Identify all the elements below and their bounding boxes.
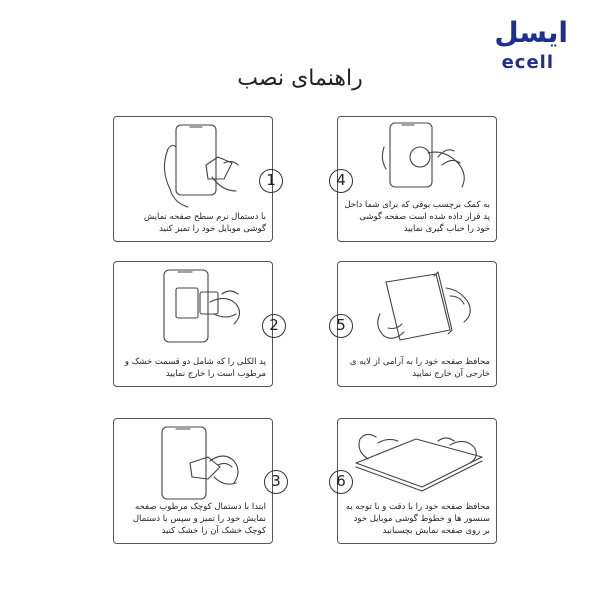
step-card-4 bbox=[337, 116, 497, 242]
step-card-6 bbox=[337, 418, 497, 544]
brand-name-en: ecell bbox=[501, 52, 554, 73]
step-3-text: ابتدا با دستمال کوچک مرطوب صفحه نمایش خود را تمیز و سپس با دستمال کوچک خشک آن را خشک کنید bbox=[132, 502, 266, 536]
step-1-text: با دستمال نرم سطح صفحه نمایش گوشی موبایل خود را تمیز کنید bbox=[143, 212, 266, 234]
step-number-1: 1 bbox=[259, 169, 283, 193]
step-card-5 bbox=[337, 261, 497, 387]
step-number-2: 2 bbox=[262, 314, 286, 338]
step-number-5: 5 bbox=[329, 314, 353, 338]
brand-name-fa: ایسل bbox=[494, 16, 568, 49]
step-5-text: محافظ صفحه خود را به آرامی از لایه ی خارجی آن خارج نمایید bbox=[349, 357, 490, 379]
step-2-text: پد الکلی را که شامل دو قسمت خشک و مرطوب است را خارج نمایید bbox=[124, 357, 266, 379]
step-card-2 bbox=[113, 261, 273, 387]
step-card-3 bbox=[113, 418, 273, 544]
step-6-text: محافظ صفحه خود را با دقت و با توجه به سنسور ها و خطوط گوشی موبایل خود بر روی صفحه نمایش بچسبانید bbox=[345, 502, 490, 536]
step-card-1 bbox=[113, 116, 273, 242]
page-title: راهنمای نصب bbox=[237, 66, 363, 91]
step-4-text: به کمک برچسب بوقی که برای شما داخل پد قرار داده شده است صفحه گوشی خود را حباب گیری نمایید bbox=[344, 200, 490, 234]
step-number-6: 6 bbox=[329, 470, 353, 494]
step-number-4: 4 bbox=[329, 169, 353, 193]
step-number-3: 3 bbox=[264, 470, 288, 494]
